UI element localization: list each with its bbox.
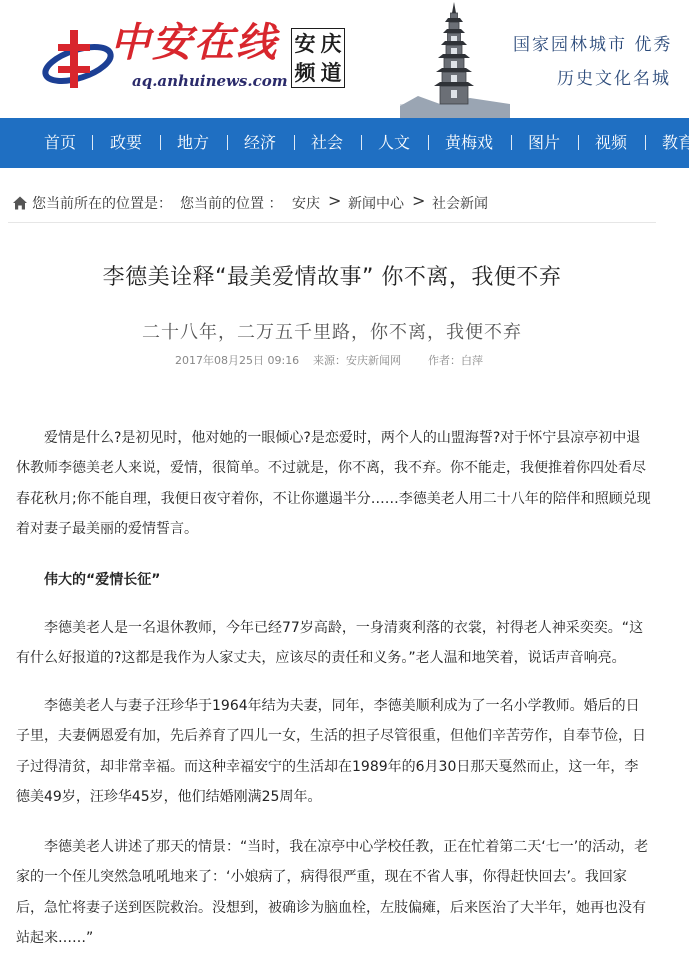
nav-item-economy[interactable]: 经济 (244, 133, 277, 152)
nav-item-society[interactable]: 社会 (311, 133, 344, 152)
nav-item-politics[interactable]: 政要 (110, 133, 143, 152)
nav-separator (428, 135, 429, 150)
nav-item-huangmei-opera[interactable]: 黄梅戏 (445, 133, 494, 152)
nav-item-photos[interactable]: 图片 (528, 133, 561, 152)
nav-separator (645, 135, 646, 150)
article-paragraph: 李德美老人是一名退休教师，今年已经77岁高龄，一身清爽利落的衣裳，衬得老人神采奕奕。“这有什么好报道的?这都是我作为人家丈夫，应该尽的责任和义务。”老人温和地笑着，说话声音响亮。 (16, 620, 644, 667)
nav-item-local[interactable]: 地方 (177, 133, 210, 152)
article-date: 2017年08月25日 09:16 (175, 354, 300, 367)
slogan-line1: 国家园林城市 优秀 (513, 35, 673, 55)
channel-badge (291, 28, 345, 88)
breadcrumb-separator: > (412, 191, 426, 210)
article-title: 李德美诠释“最美爱情故事” 你不离，我便不弃 (102, 265, 562, 290)
nav-item-video[interactable]: 视频 (595, 133, 628, 152)
nav-separator (227, 135, 228, 150)
breadcrumb-label: 您当前的位置 ： (180, 196, 283, 212)
nav-separator (578, 135, 579, 150)
nav-separator (294, 135, 295, 150)
article-paragraph: 爱情是什么?是初见时，他对她的一眼倾心?是恋爱时，两个人的山盟海誓?对于怀宁县凉亭初中退休教师李德美老人来说，爱情，很简单。不过就是，你不离，我不弃。你不能走，我便推着你四处看尽春花秋月;你不能自理，我便日夜守着你，不让你邋遢半分……李德美老人用二十八年的陪伴和照顾兑现着对妻子最美丽的爱情誓言。 (16, 430, 651, 538)
pagoda-illustration (400, 0, 510, 118)
breadcrumb-link-social-news[interactable]: 社会新闻 (432, 196, 488, 212)
breadcrumb-prefix: 您当前所在的位置是： (32, 196, 172, 212)
brand-name[interactable]: 中安在线 (110, 19, 278, 66)
main-nav (0, 118, 694, 168)
nav-separator (92, 135, 93, 150)
article-source: 来源：安庆新闻网 (313, 354, 401, 367)
nav-item-home[interactable]: 首页 (44, 133, 77, 152)
slogan-line2: 历史文化名城 (557, 69, 671, 89)
breadcrumb-link-anqing[interactable]: 安庆 (292, 196, 320, 212)
breadcrumb (8, 184, 656, 223)
site-header (0, 0, 689, 118)
channel-char: 庆 (320, 31, 342, 56)
channel-char: 安 (294, 31, 316, 56)
breadcrumb-separator: > (328, 191, 342, 210)
site-url[interactable]: aq.anhuinews.com (132, 72, 288, 90)
channel-char: 频 (294, 60, 316, 85)
article-author: 作者：白萍 (428, 354, 483, 367)
article-section-heading: 伟大的“爱情长征” (44, 572, 161, 588)
breadcrumb-link-news-center[interactable]: 新闻中心 (348, 196, 404, 212)
nav-separator (361, 135, 362, 150)
nav-separator (511, 135, 512, 150)
nav-separator (160, 135, 161, 150)
channel-char: 道 (320, 60, 342, 85)
article-subtitle: 二十八年，二万五千里路，你不离，我便不弃 (142, 322, 522, 343)
nav-item-education[interactable]: 教育 (662, 133, 694, 152)
home-icon (12, 195, 28, 211)
article-paragraph: 李德美老人与妻子汪珍华于1964年结为夫妻，同年，李德美顺利成为了一名小学教师。婚后的日子里，夫妻俩恩爱有加，先后养育了四儿一女，生活的担子尽管很重，但他们辛苦劳作，自奉节俭，日子过得清贫，却非常幸福。而这种幸福安宁的生活却在1989年的6月30日那天戛然而止，这一年，李德美49岁，汪珍华45岁，他们结婚刚满25周年。 (16, 698, 646, 806)
nav-item-culture[interactable]: 人文 (378, 133, 411, 152)
article-paragraph: 李德美老人讲述了那天的情景：“当时，我在凉亭中心学校任教，正在忙着第二天‘七一’的活动，老家的一个侄儿突然急吼吼地来了：‘小娘病了，病得很严重，现在不省人事，你得赶快回去’。我回家后，急忙将妻子送到医院救治。没想到，被确诊为脑血栓，左肢偏瘫，后来医治了大半年，她再也没有站起来……” (16, 839, 649, 947)
